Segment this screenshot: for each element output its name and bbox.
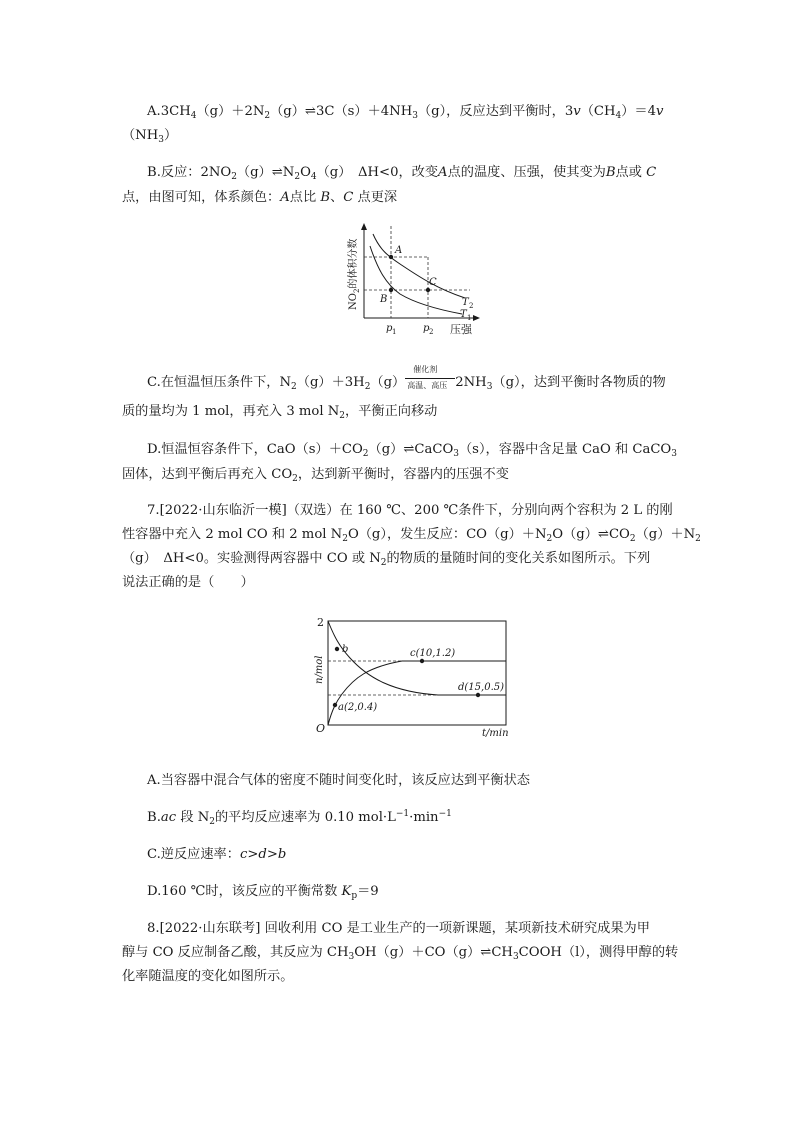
figure-n-vs-t <box>308 612 518 742</box>
svg-text:1: 1 <box>467 314 472 322</box>
q6-option-b-line1: B.反应：$2NO_2(g)\rightleftharpoons N_2O_4(g)$ ΔH<0，改变A点的温度、压强，使其变为B点或 C <box>147 165 657 182</box>
y-axis-label <box>314 655 325 684</box>
q7-option-c: C.逆反应速率：c>d>b <box>147 847 287 862</box>
origin-label: O <box>316 722 326 735</box>
q6-option-c-line1: C.在恒温恒压条件下，$N_2(g)+3H_2(g)$ 催化剂 高温、高压 $2NH_3(g)$，达到平衡时各物质的物 <box>147 364 666 392</box>
label-t1: T <box>460 309 467 320</box>
q7-stem-line4: 说法正确的是（ ） <box>122 575 254 590</box>
label-c: C <box>429 277 437 288</box>
q6-option-b-line2: 点，由图可知，体系颜色：A点比 B、C 点更深 <box>122 190 398 205</box>
point-c <box>420 659 424 663</box>
svg-text:NO2的体积分数: $NO_2$的体积分数 <box>348 238 361 310</box>
label-b: B <box>380 294 388 305</box>
svg-text:n/mol: n/mol <box>314 655 325 684</box>
q8-stem-line3: 化率随温度的变化如图所示。 <box>122 969 294 984</box>
x-axis-arrow <box>473 315 480 321</box>
q6-option-a-line2: $(NH_3)$ <box>122 128 178 145</box>
svg-text:1: 1 <box>392 328 397 336</box>
q7-option-a: A.当容器中混合气体的密度不随时间变化时，该反应达到平衡状态 <box>147 773 530 788</box>
x-axis-label: t/min <box>482 728 509 739</box>
label-c: c(10,1.2) <box>410 648 456 659</box>
label-a: a(2,0.4) <box>338 702 378 713</box>
reaction-condition-arrow: 催化剂 高温、高压 <box>405 376 455 390</box>
svg-text:2: 2 <box>429 328 434 336</box>
q6-option-a-line1: $A.3CH_4(g)+2N_2(g)\rightleftharpoons 3C(s)+4NH_3(g)$，反应达到平衡时，$3v(CH_4)=4v$ <box>147 104 664 121</box>
q7-stem-line3: （g） ΔH<0。实验测得两容器中 CO 或 $N_2$的物质的量随时间的变化关系如图所示。下列 <box>122 551 651 568</box>
svg-text:2: 2 <box>469 302 474 310</box>
label-t2: T <box>462 297 469 308</box>
point-d <box>476 693 480 697</box>
q8-stem-line1: 8.[2022·山东联考] 回收利用 CO 是工业生产的一项新课题，某项新技术研究成果为甲 <box>147 921 650 936</box>
point-b <box>335 647 339 651</box>
label-p1: p <box>386 323 393 334</box>
curve-t2 <box>373 234 465 298</box>
q6-option-d-line1: D.恒温恒容条件下，$CaO(s)+CO_2(g)\rightleftharpoons CaCO_3(s)$，容器中含足量 CaO 和 CaCO$_3$ <box>147 442 677 459</box>
figure-no2-volume-fraction <box>340 222 490 340</box>
y-axis-arrow <box>361 223 367 230</box>
point-b <box>389 288 393 292</box>
point-c <box>426 288 430 292</box>
label-a: A <box>395 245 403 256</box>
q7-option-d: D.160 ℃时，该反应的平衡常数 $K_p=9$ <box>147 884 379 901</box>
q8-stem-line2: 醇与 CO 反应制备乙酸，其反应为 $CH_3OH(g)+CO(g)\rightleftharpoons CH_3COOH(l)$，测得甲醇的转 <box>122 945 679 962</box>
q6-option-d-line2: 固体，达到平衡后再充入 $CO_2$，达到新平衡时，容器内的压强不变 <box>122 467 509 484</box>
label-b: b <box>342 644 349 655</box>
point-a <box>389 255 393 259</box>
q7-option-b: B.ac 段 $N_2$的平均反应速率为 0.10 $mol\cdot L^{-1}\cdot\min^{-1}$ <box>147 809 452 827</box>
q7-stem-line2: 性容器中充入 2 mol CO 和 2 mol $N_2O(g)$，发生反应：$CO(g)+N_2O(g)\rightleftharpoons CO_2(g)+N_2$ <box>122 527 701 544</box>
q6-option-c-line2: 质的量均为 1 mol，再充入 3 mol $N_2$，平衡正向移动 <box>122 404 438 421</box>
y-axis-label <box>346 239 361 310</box>
q7-stem-line1: 7.[2022·山东临沂一模]（双选）在 160 ℃、200 ℃条件下，分别向两个容积为 2 L 的刚 <box>147 503 673 518</box>
y-top-label: 2 <box>317 616 324 629</box>
x-axis-label: 压强 <box>450 323 472 336</box>
point-a <box>333 703 337 707</box>
label-d: d(15,0.5) <box>458 682 505 693</box>
label-p2: p <box>423 323 430 334</box>
